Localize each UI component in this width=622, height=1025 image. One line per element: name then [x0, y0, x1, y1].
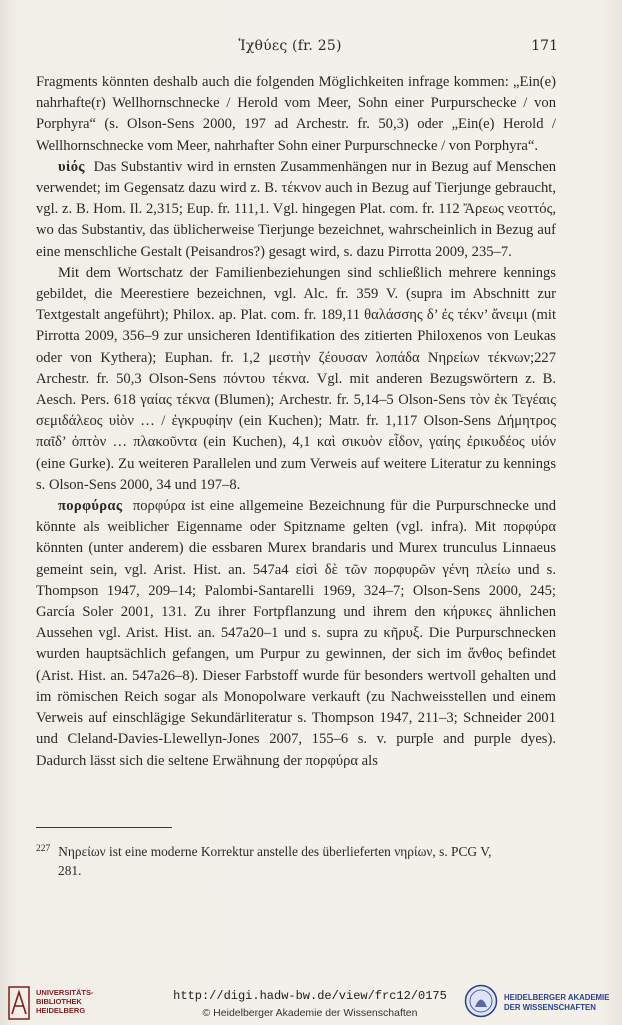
lemma-porphyras: πορφύρας	[58, 498, 123, 515]
footnote-number: 227	[36, 844, 51, 854]
paragraph-2	[36, 157, 556, 263]
hadw-seal-icon	[464, 984, 498, 1018]
ub-heidelberg-emblem-icon	[8, 986, 30, 1020]
digitization-footer	[0, 980, 622, 1025]
lemma-uios: υἱός	[58, 158, 85, 175]
footnote-divider	[36, 827, 172, 828]
paragraph-4-text: πορφύρα ist eine allgemeine Bezeichnung für die Purpurschnecke und könnte als weiblicher Eigenname oder Spitzname gelten (vgl. infra). Mit πορφύρα könnten (unter anderem) die essbaren Murex brandaris und Murex trunculus Linnaeus gemeint sein, vgl. Arist. Hist. an. 547a4 εἰσὶ δὲ τῶν πορφυρῶν γένη πλείω und s. Thompson 1947, 209–14; Palombi-Santarelli 1969, 324–7; Olson-Sens 2000, 245; García Soler 2001, 131. Zu ihrer Fortpflanzung und ihrem den κήρυκες ähnlichen Aussehen vgl. Arist. Hist. an. 547a20–1 und s. supra zu κῆρυξ. Die Purpurschnecken wurden hauptsächlich gefangen, um Purpur zu gewinnen, der sich im ἄνθος befindet (Arist. Hist. an. 547a26–8). Dieser Farbstoff wurde für besonders wertvoll gehalten und im römischen Reich sogar als Monopolware verkauft (zu Nachweisstellen und einem Verweis auf einschlägige Sekundärliteratur s. Thompson 1947, 211–3; Schneider 2001 und Cleland-Davies-Llewellyn-Jones 2007, 155–6 s. v. purple and purple dyes). Dadurch lässt sich die seltene Erwähnung der πορφύρα als	[36, 498, 557, 769]
footnote-text: Νηρείων ist eine moderne Korrektur anstelle des überlieferten νηρίων, s. PCG V,	[58, 844, 492, 859]
main-text	[36, 72, 556, 772]
copyright-notice: © Heidelberger Akademie der Wissenschaften	[202, 1007, 418, 1019]
footnote-continuation: 281.	[58, 863, 82, 878]
paragraph-2-text: Das Substantiv wird in ernsten Zusammenhängen nur in Bezug auf Menschen verwendet; im Gegensatz dazu wird z. B. τέκνον auch in Bezug auf Tierjunge gebraucht, vgl. z. B. Hom. Il. 2,315; Eup. fr. 111,1. Vgl. hingegen Plat. com. fr. 112 Ἄρεως νεοττός, wo das Substantiv, das üblicherweise Tierjunge bezeichnet, wahrscheinlich in Bezug auf eine menschliche Gestalt (Peisandros?) gesagt wird, s. dazu Pirrotta 2009, 235–7.	[36, 158, 556, 260]
paragraph-1: Fragments könnten deshalb auch die folgenden Möglichkeiten infrage kommen: „Ein(e) nahrhafte(r) Wellhornschnecke / Herold vom Meer, Sohn einer Purpurschecke / von Porphyra“ (s. Olson-Sens 2000, 197 ad Archestr. fr. 50,3) oder „Ein(e) Herold / Wellhornschnecke vom Meer, nahrhafter Sohn einer Purpurschnecke / von Porphyra“.	[36, 74, 556, 154]
paragraph-3: Mit dem Wortschatz der Familienbeziehungen sind schließlich mehrere kennings gebildet, die Meerestiere bezeichnen, vgl. Alc. fr. 359 V. (supra im Abschnitt zur Textgestalt angeführt); Philox. ap. Plat. com. fr. 189,11 θαλάσσης δ’ ἐς τέκν’ ἄνειμι (mit Pirrotta 2009, 356–9 zur unsicheren Identifikation des zitierten Philoxenos von Leukas oder von Kythera); Euphan. fr. 1,2 μεστὴν ζέουσαν λοπάδα Νηρείων τέκνων;227 Archestr. fr. 50,3 Olson-Sens πόντου τέκνα. Vgl. mit anderen Bezugswörtern z. B. Aesch. Pers. 618 γαίας τέκνα (Blumen); Archestr. fr. 5,14–5 Olson-Sens τὸν ἐκ Τεγέαις σεμιδάλεος υἱὸν … / ἐγκρυφίην (ein Kuchen); Matr. fr. 1,117 Olson-Sens Δήμητρος παῖδ’ ὀπτὸν … πλακοῦντα (ein Kuchen), 4,1 καὶ σικυὸν εἶδον, γαίης ἐρικυδέος υἱόν (eine Gurke). Zu weiteren Parallelen und zum Verweis auf weitere Literatur zu kennings s. Olson-Sens 2000, 34 und 197–8.	[36, 264, 556, 493]
paragraph-4	[36, 496, 556, 772]
hadw-logo-line-2: DER WISSENSCHAFTEN	[504, 1002, 596, 1012]
ub-logo-line-3: HEIDELBERG	[36, 1006, 86, 1015]
ub-logo-line-1: UNIVERSITÄTS-	[36, 988, 94, 997]
hadw-logo[interactable]	[464, 984, 614, 1022]
permalink-url[interactable]: http://digi.hadw-bw.de/view/frc12/0175	[173, 989, 447, 1003]
running-head: Ἰχθύες (fr. 25)	[238, 38, 342, 54]
footnote-227	[36, 840, 556, 880]
page-number: 171	[531, 38, 558, 54]
ub-heidelberg-logo[interactable]	[8, 986, 118, 1022]
ub-logo-line-2: BIBLIOTHEK	[36, 997, 82, 1006]
hadw-logo-line-1: HEIDELBERGER AKADEMIE	[504, 993, 610, 1002]
